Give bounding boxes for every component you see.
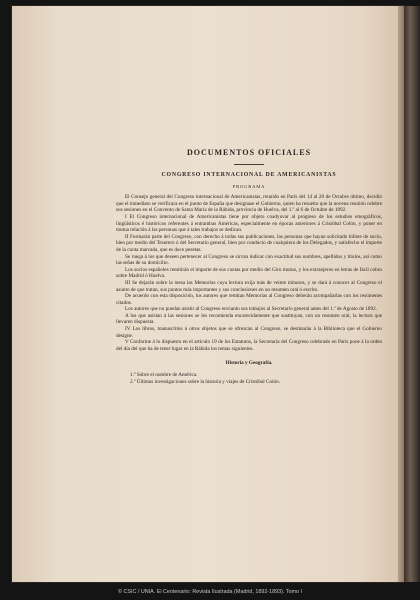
topic-item: 2.º Últimas investigaciones sobre la historia y viajes de Cristóbal Colón. bbox=[130, 378, 281, 385]
book-spine bbox=[404, 6, 420, 582]
paragraph: A los que asistan á las sesiones se les recomienda encarecidamente que sustituyan, con un resumen oral, la lectura que llevaren dispuesta. bbox=[116, 312, 382, 326]
paragraph: V Conforme á lo dispuesto en el artículo 19 de los Estatutos, la Secretaría del Congreso celebrado en París pone á la orden del día del que ha de tener lugar en la Rábida los temas siguientes. bbox=[116, 339, 382, 352]
scanned-page bbox=[12, 6, 404, 582]
page-content bbox=[116, 148, 382, 385]
paragraph: El Consejo general del Congreso internacional de Americanistas, reunido en París del 14 al 20 de Octubre último, decidió que el inmediato se verificara en el punto de España que designase el Gobierno, quien ha resuelto que la novena reunión celebre sus sesiones en el Convento de Santa María de la Rábida, provincia de Huelva, del 1.º al 6 de Octubre de 1892. bbox=[116, 194, 382, 214]
section-label: PROGRAMA bbox=[232, 183, 266, 189]
congress-heading: CONGRESO INTERNACIONAL DE AMERICANISTAS bbox=[161, 172, 337, 178]
document-title: DOCUMENTOS OFICIALES bbox=[186, 148, 312, 157]
topic-item: 1.º Sobre el nombre de América. bbox=[130, 372, 198, 379]
title-rule bbox=[234, 164, 264, 165]
paragraph: IV Los libros, manuscritos ú otros objetos que se ofrezcan al Congreso, se destinarán á la Biblioteca que el Gobierno designe. bbox=[116, 326, 382, 339]
topic-subheading: Historia y Geografía. bbox=[225, 360, 273, 367]
paragraph: III Se dejarán sobre la mesa las Memorias cuya lectura exija más de veinte minutos, y se dará á conocer al Congreso el asunto de que tratan, sus puntos más importantes y sus conclusiones en un resumen oral ó escrito. bbox=[116, 279, 382, 293]
paragraph: Los socios españoles remitirán el importe de sus cuotas por medio del Giro mutuo, y los extranjeros en letras de fácil cobro sobre Madrid ó Huelva. bbox=[116, 266, 382, 280]
paragraph: I El Congreso internacional de Americanistas tiene por objeto coadyuvar al progreso de los estudios etnográficos, lingüísticos é históricos referentes á entrambas Américas, especialmente en épocas anteriores á Cristóbal Colón, y poner en mutua relación á las personas que á tales trabajos se dedican. bbox=[116, 213, 382, 234]
paragraph: II Formarán parte del Congreso, con derecho á todas sus publicaciones, las personas que hayan solicitado billete de socio, bien por medio del Tesorero ó del Secretario general, bien por conducto de cualquiera de los Delegados, y satisfecho el importe de la cuota marcada, que es doce pesetas. bbox=[116, 233, 382, 253]
paragraph: Los autores que no puedan asistir al Congreso enviarán sus trabajos al Secretario general antes del 1.º de Agosto de 1892. bbox=[125, 306, 377, 313]
paragraph: Se ruega á los que deseen pertenecer al Congreso se sirvan indicar con exactitud sus nombres, apellidos y títulos, así como las señas de su domicilio. bbox=[116, 253, 382, 267]
paragraph: De acuerdo con esta disposición, los autores que remitan Memorias al Congreso deberán acompañarlas con los resúmenes citados. bbox=[116, 293, 382, 306]
copyright-footer: © CSIC / UNIA. El Centenario: Revista Ilustrada (Madrid, 1892-1893). Tomo I bbox=[118, 589, 302, 595]
